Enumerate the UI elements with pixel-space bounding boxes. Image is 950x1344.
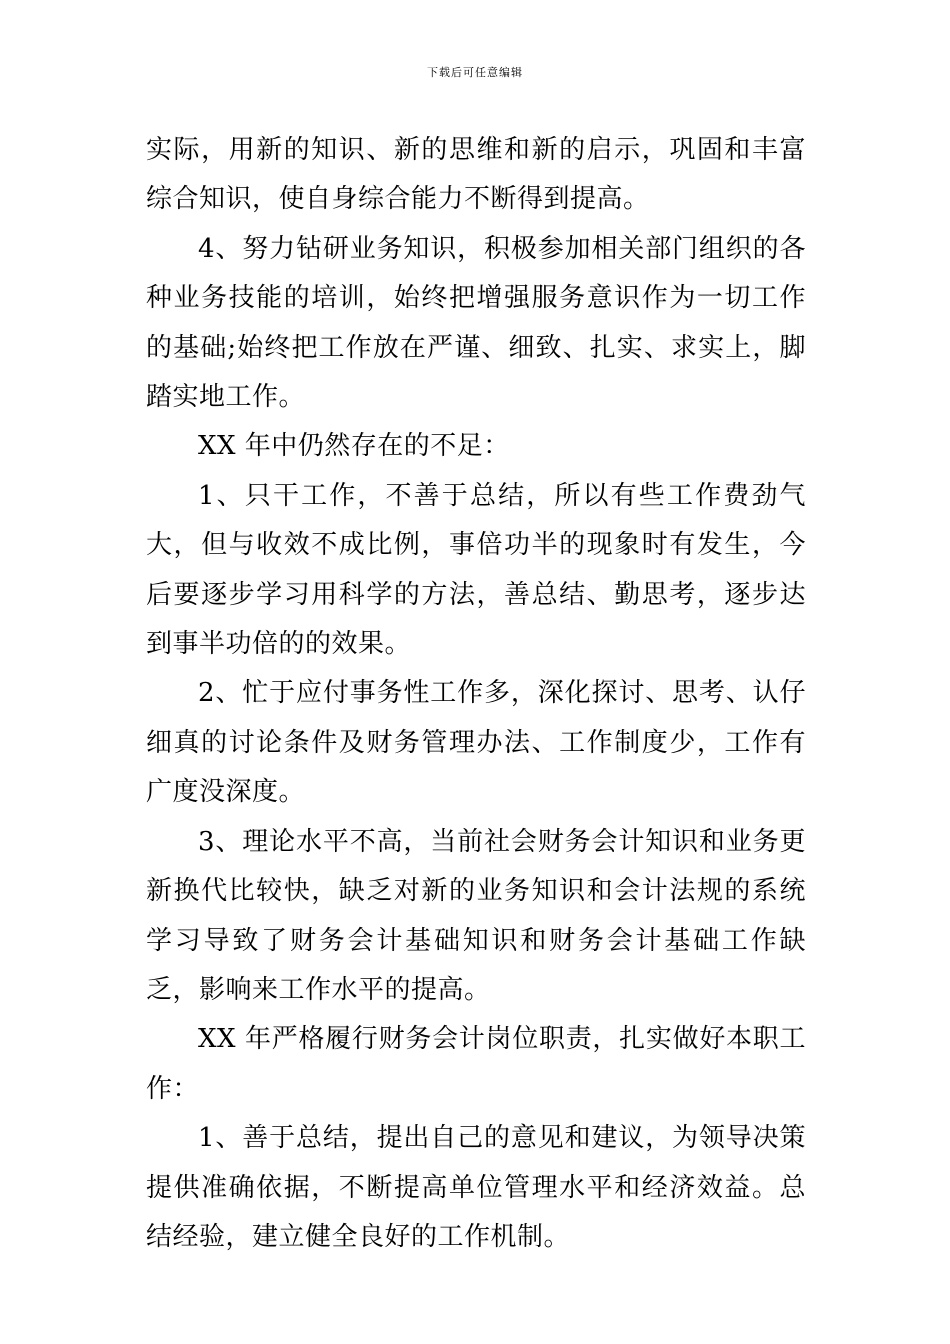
document-body <box>146 126 806 1262</box>
paragraph-shortcoming-3: 3、理论水平不高，当前社会财务会计知识和业务更新换代比较快，缺乏对新的业务知识和会计法规的系统学习导致了财务会计基础知识和财务会计基础工作缺乏，影响来工作水平的提高。 <box>146 826 806 1005</box>
paragraph-shortcoming-1: 1、只干工作，不善于总结，所以有些工作费劲气大，但与收效不成比例，事倍功半的现象时有发生，今后要逐步学习用科学的方法，善总结、勤思考，逐步达到事半功倍的的效果。 <box>146 480 806 660</box>
paragraph-shortcoming-2: 2、忙于应付事务性工作多，深化探讨、思考、认仔细真的讨论条件及财务管理办法、工作制度少，工作有广度没深度。 <box>146 678 806 808</box>
page-header: 下载后可任意编辑 <box>427 66 523 79</box>
paragraph-item-4: 4、努力钻研业务知识，积极参加相关部门组织的各种业务技能的培训，始终把增强服务意识作为一切工作的基础;始终把工作放在严谨、细致、扎实、求实上，脚踏实地工作。 <box>146 233 806 413</box>
paragraph-continuation: 实际，用新的知识、新的思维和新的启示，巩固和丰富综合知识，使自身综合能力不断得到提高。 <box>146 135 806 215</box>
section-heading-plan: XX 年严格履行财务会计岗位职责，扎实做好本职工作： <box>146 1024 806 1104</box>
paragraph-plan-1: 1、善于总结，提出自己的意见和建议，为领导决策提供准确依据，不断提高单位管理水平和经济效益。总结经验，建立健全良好的工作机制。 <box>146 1123 806 1252</box>
section-heading-shortcomings: XX 年中仍然存在的不足： <box>198 431 510 462</box>
